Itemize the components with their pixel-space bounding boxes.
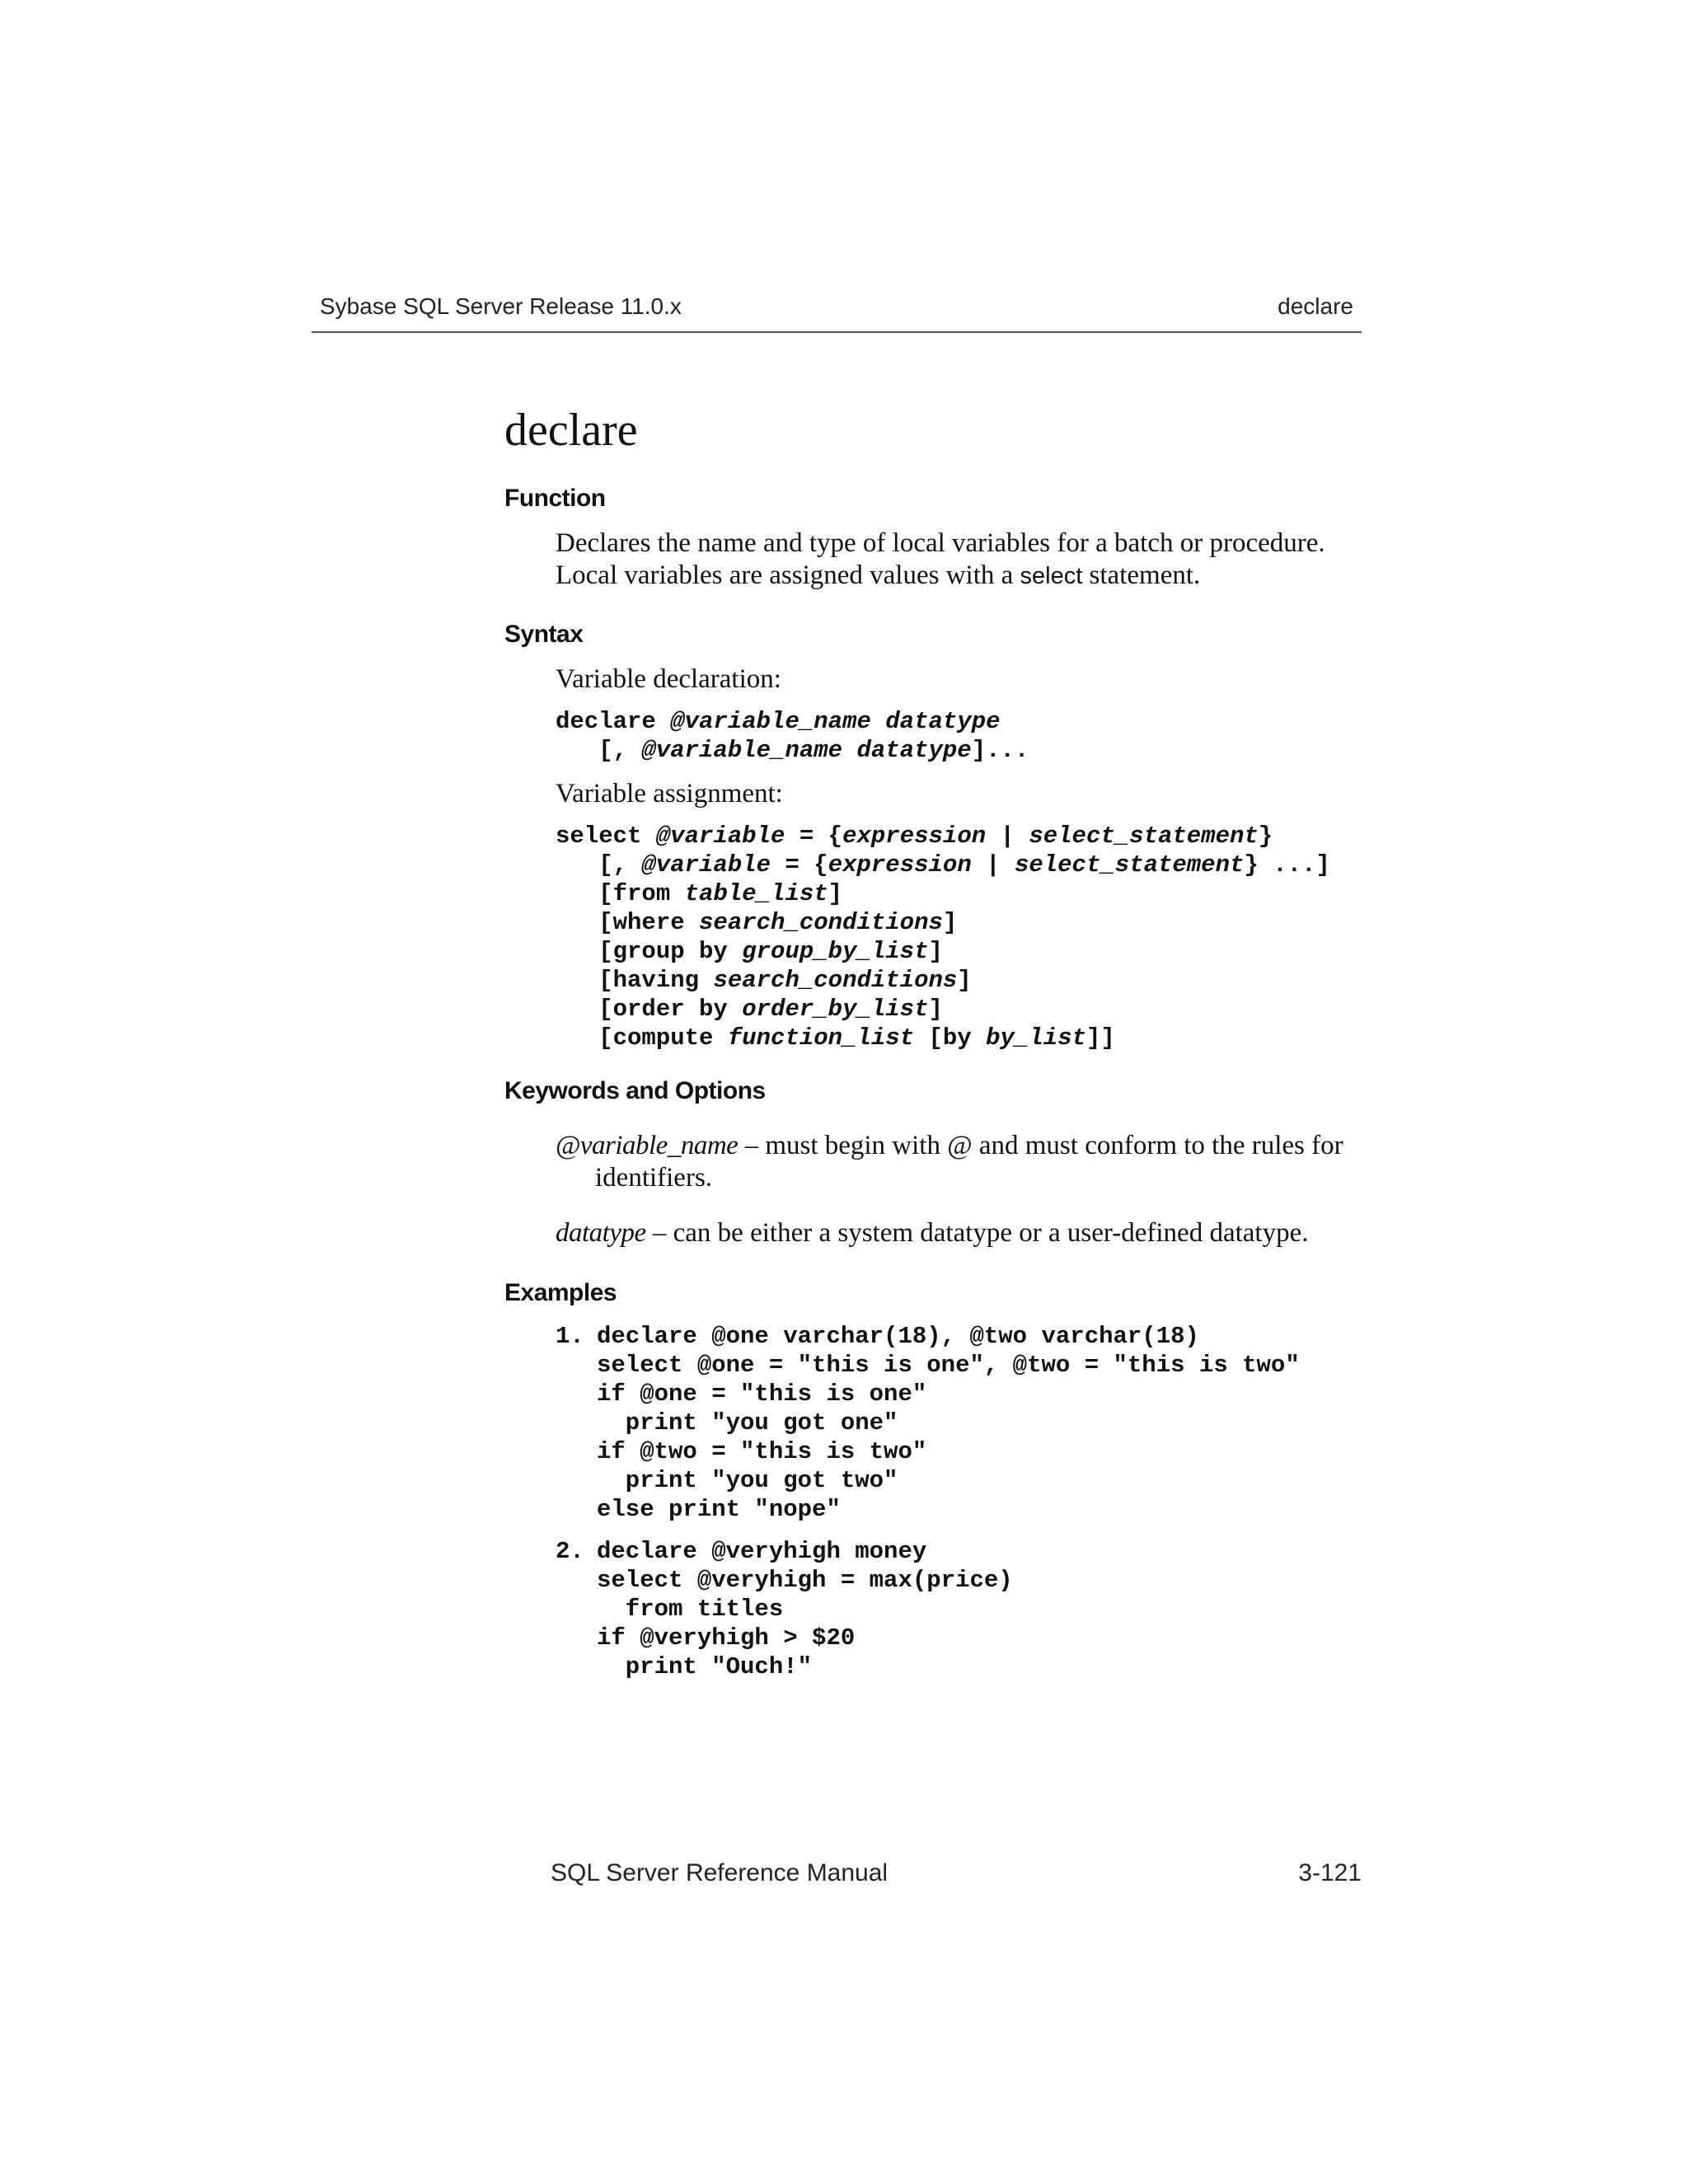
code-text: [order by [556, 996, 743, 1023]
page-title: declare [504, 405, 638, 456]
code-text: ] [928, 996, 943, 1023]
code-text: ] [957, 967, 972, 994]
code-var: search_conditions [699, 909, 943, 936]
code-text: select [556, 823, 656, 850]
code-var: by_list [986, 1024, 1086, 1052]
code-var: @variable_name datatype [641, 737, 972, 764]
code-text: [where [556, 909, 700, 936]
keyword-term: datatype [556, 1218, 646, 1248]
declaration-label: Variable declaration: [556, 664, 781, 694]
code-text: [, [556, 851, 642, 879]
header-product: Sybase SQL Server Release 11.0.x [320, 293, 682, 319]
keyword-item [556, 1217, 1370, 1249]
code-text: = { [785, 823, 843, 850]
declaration-syntax [556, 707, 1370, 765]
code-text: = { [771, 851, 828, 879]
example-item [556, 1537, 1370, 1681]
example-number: 1. [556, 1323, 584, 1350]
keyword-desc: – must begin with @ and must conform to the rules for identifiers. [595, 1131, 1343, 1193]
code-text: [compute [556, 1024, 728, 1052]
keyword-desc: – can be either a system datatype or a user-defined datatype. [645, 1218, 1309, 1248]
code-text: } ...] [1244, 851, 1330, 879]
assignment-syntax [556, 822, 1370, 1052]
code-var: expression [828, 851, 972, 879]
code-text: ]] [1085, 1024, 1115, 1052]
code-var: expression [842, 823, 987, 850]
example-code: declare @veryhigh money select @veryhigh = max(price) from titles if @veryhigh > $20 print "Ouch!" [597, 1538, 1013, 1680]
function-keyword: select [1020, 563, 1083, 589]
code-text: | [971, 851, 1015, 879]
code-text: | [986, 823, 1029, 850]
keyword-term: @variable_name [556, 1131, 738, 1160]
code-text: ]... [971, 737, 1029, 764]
code-text: [having [556, 967, 714, 994]
code-text: ] [942, 909, 958, 936]
code-text: [, [556, 737, 642, 764]
code-var: @variable_name datatype [670, 708, 1001, 735]
page-number: 3-121 [1298, 1859, 1362, 1886]
example-code: declare @one varchar(18), @two varchar(18) select @one = "this is one", @two = "this is two" if @one = "this is one" print "you got one" if @two = "this is two" print "you got two" else print "nope" [597, 1323, 1300, 1523]
code-var: order_by_list [742, 996, 929, 1023]
keywords-heading: Keywords and Options [504, 1077, 766, 1104]
function-text: Declares the name and type of local variables for a batch or procedure. Local variables are assigned values with a [556, 528, 1325, 590]
code-var: select_statement [1029, 823, 1259, 850]
examples-list [556, 1322, 1370, 1681]
code-text: ] [828, 880, 843, 907]
function-description [556, 527, 1370, 593]
code-text: [by [914, 1024, 987, 1052]
function-heading: Function [504, 485, 606, 512]
code-var: @variable [655, 823, 785, 850]
example-item [556, 1322, 1370, 1524]
code-var: function_list [727, 1024, 915, 1052]
running-header [312, 292, 1362, 333]
code-var: table_list [684, 880, 828, 907]
code-text: ] [928, 938, 943, 965]
keyword-item [556, 1130, 1370, 1194]
code-text: declare [556, 708, 671, 735]
header-topic: declare [1278, 293, 1353, 319]
example-number: 2. [556, 1538, 584, 1565]
examples-heading: Examples [504, 1279, 617, 1306]
code-var: select_statement [1014, 851, 1245, 879]
page-content [504, 404, 1370, 1694]
code-text: } [1258, 823, 1273, 850]
code-var: @variable [641, 851, 771, 879]
code-var: group_by_list [742, 938, 929, 965]
code-var: search_conditions [713, 967, 958, 994]
code-text: [from [556, 880, 685, 907]
footer-manual-title: SQL Server Reference Manual [551, 1859, 889, 1886]
assignment-label: Variable assignment: [556, 779, 783, 808]
syntax-heading: Syntax [504, 621, 584, 648]
function-text-end: statement. [1082, 560, 1201, 590]
code-text: [group by [556, 938, 743, 965]
